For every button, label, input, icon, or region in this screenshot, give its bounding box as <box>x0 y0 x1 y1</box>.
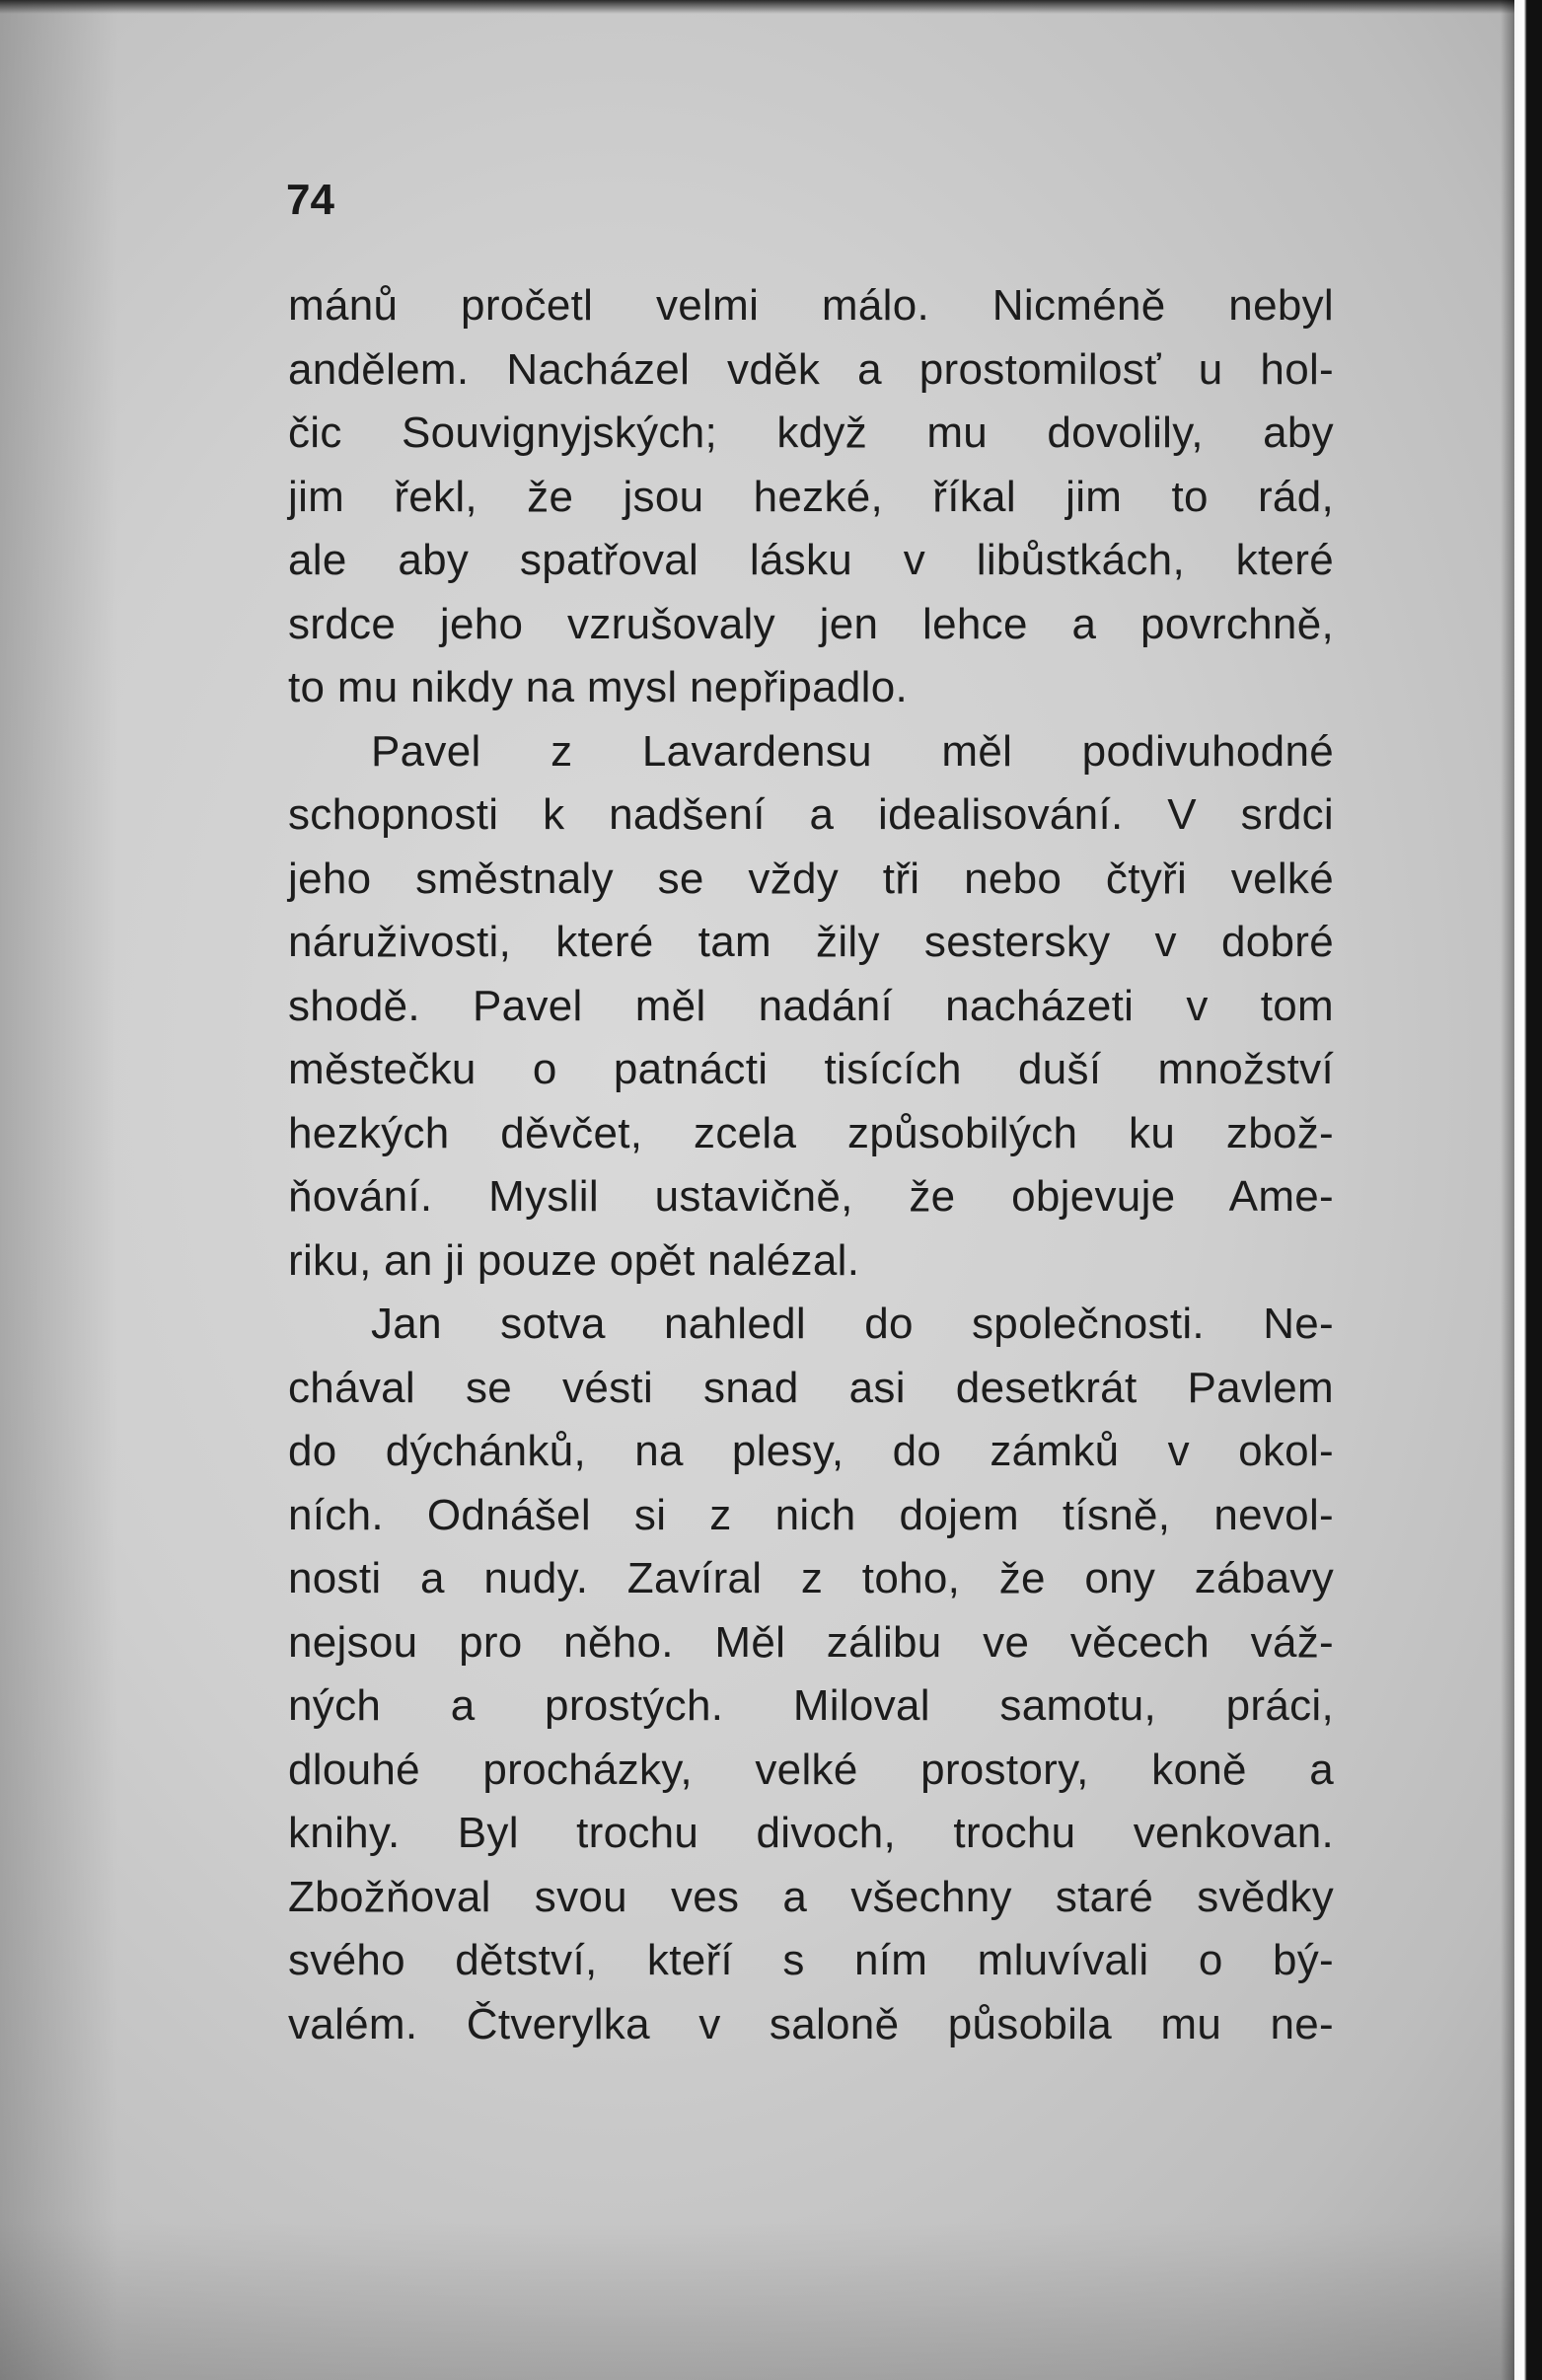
text-line: náruživosti, které tam žily sestersky v dobré <box>288 918 1334 966</box>
text-line: srdce jeho vzrušovaly jen lehce a povrchně, <box>288 599 1334 648</box>
text-line: nosti a nudy. Zavíral z toho, že ony zábavy <box>288 1554 1334 1602</box>
top-scan-edge <box>0 0 1542 14</box>
text-line: hezkých děvčet, zcela způsobilých ku zbož- <box>288 1108 1334 1157</box>
text-line: ných a prostých. Miloval samotu, práci, <box>288 1681 1334 1730</box>
left-page-shadow <box>0 0 118 2380</box>
binding-shadow <box>1501 0 1514 2380</box>
right-scan-edge <box>1514 0 1542 2380</box>
text-line: svého dětství, kteří s ním mluvívali o bý- <box>288 1936 1334 1984</box>
text-line: shodě. Pavel měl nadání nacházeti v tom <box>288 981 1334 1030</box>
text-line: chával se vésti snad asi desetkrát Pavlem <box>288 1363 1334 1412</box>
text-line: čic Souvignyjských; když mu dovolily, aby <box>288 409 1334 457</box>
text-line: nejsou pro něho. Měl zálibu ve věcech váž- <box>288 1617 1334 1667</box>
text-line: ních. Odnášel si z nich dojem tísně, nevol- <box>288 1490 1334 1539</box>
text-line: do dýchánků, na plesy, do zámků v okol- <box>288 1427 1334 1475</box>
text-line: to mu nikdy na mysl nepřipadlo. <box>288 663 909 711</box>
text-line: ňování. Myslil ustavičně, že objevuje Ame- <box>288 1172 1334 1221</box>
text-line: valém. Čtverylka v saloně působila mu ne- <box>288 1999 1334 2048</box>
page-number: 74 <box>286 176 334 224</box>
text-line: knihy. Byl trochu divoch, trochu venkovan. <box>288 1809 1334 1857</box>
body-text <box>288 274 1334 2056</box>
text-line: ale aby spatřoval lásku v libůstkách, které <box>288 536 1334 584</box>
text-line: dlouhé procházky, velké prostory, koně a <box>288 1745 1334 1794</box>
text-line: jim řekl, že jsou hezké, říkal jim to rád, <box>288 472 1334 521</box>
text-line: Jan sotva nahledl do společnosti. Ne- <box>371 1300 1334 1348</box>
text-line: Pavel z Lavardensu měl podivuhodné <box>371 726 1334 776</box>
text-line: jeho směstnaly se vždy tři nebo čtyři velké <box>288 854 1334 903</box>
text-line: schopnosti k nadšení a idealisování. V srdci <box>288 790 1334 839</box>
text-line: mánů pročetl velmi málo. Nicméně nebyl <box>288 281 1334 330</box>
text-line: riku, an ji pouze opět nalézal. <box>288 1235 860 1285</box>
text-line: Zbožňoval svou ves a všechny staré svědky <box>288 1872 1334 1921</box>
text-line: andělem. Nacházel vděk a prostomilosť u hol- <box>288 344 1334 394</box>
bottom-page-shadow <box>0 2222 1542 2380</box>
text-line: městečku o patnácti tisících duší množství <box>288 1045 1334 1093</box>
